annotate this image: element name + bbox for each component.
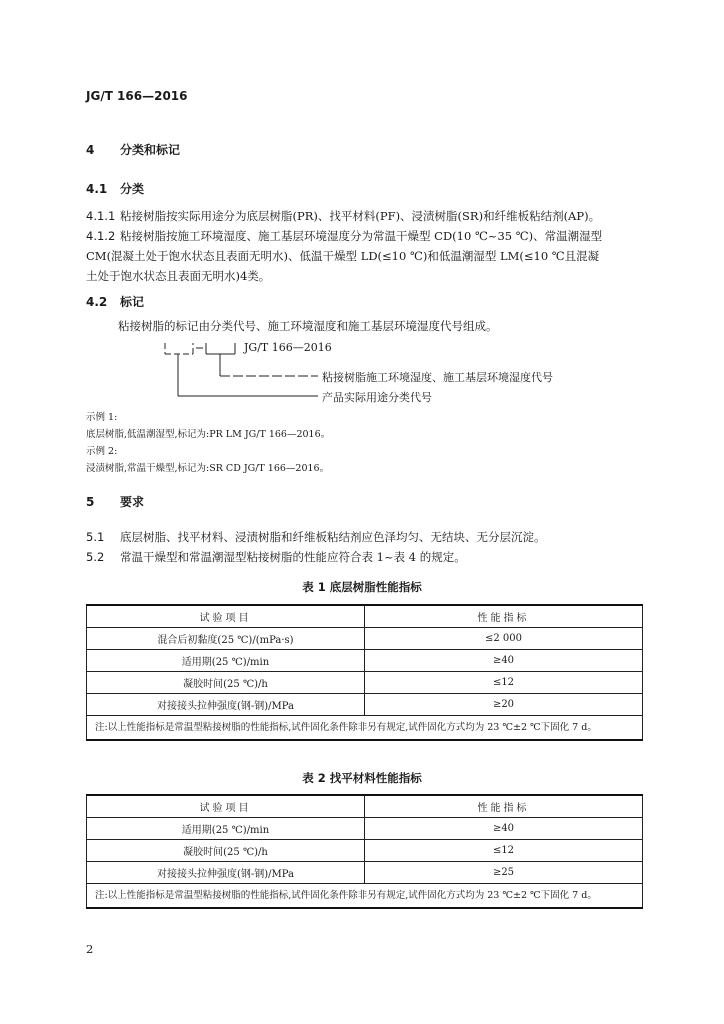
clause-4-1-2 [86, 228, 602, 244]
performance-value: ≤12 [365, 671, 643, 693]
example-1-text: 底层树脂,低温潮湿型,标记为:PR LM JG/T 166—2016。 [86, 429, 331, 440]
column-header-value: 性能指标 [365, 795, 643, 817]
marking-label-environment: 粘接树脂施工环境湿度、施工基层环境湿度代号 [322, 371, 553, 384]
test-item: 混合后初黏度(25 ℃)/(mPa·s) [87, 627, 365, 649]
section-title: 分类和标记 [120, 143, 181, 157]
example-1-title: 示例 1: [86, 412, 118, 423]
clause-number: 4.1.1 [86, 209, 116, 223]
table-row [87, 861, 643, 883]
performance-value: ≤2 000 [365, 627, 643, 649]
test-item: 适用期(25 ℃)/min [87, 817, 365, 839]
table-row [87, 671, 643, 693]
table-2-title: 表 2 找平材料性能指标 [302, 771, 422, 785]
section-title: 要求 [120, 495, 145, 509]
column-header-item: 试验项目 [87, 795, 365, 817]
example-2-text: 浸渍树脂,常温干燥型,标记为:SR CD JG/T 166—2016。 [86, 463, 330, 474]
section-title: 分类 [120, 182, 145, 196]
table-row [87, 817, 643, 839]
clause-4-1-1 [86, 208, 600, 224]
clause-5-1 [86, 529, 546, 545]
clause-text: 底层树脂、找平材料、浸渍树脂和纤维板粘结剂应色泽均匀、无结块、无分层沉淀。 [120, 530, 546, 544]
test-item: 凝胶时间(25 ℃)/h [87, 839, 365, 861]
clause-text-line1: 粘接树脂按施工环境湿度、施工基层环境湿度分为常温干燥型 CD(10 ℃~35 ℃)、常温潮湿型 [120, 229, 603, 243]
column-header-value: 性能指标 [365, 605, 643, 627]
page-number: 2 [86, 942, 94, 956]
clause-text-line2: CM(混凝土处于饱水状态且表面无明水)、低温干燥型 LD(≤10 ℃)和低温潮湿型 LM(≤10 ℃且混凝 [86, 249, 600, 263]
section-title: 标记 [120, 295, 145, 309]
section-number: 4.2 [86, 295, 108, 309]
test-item: 对接接头拉伸强度(钢-钢)/MPa [87, 861, 365, 883]
example-2-title: 示例 2: [86, 446, 118, 457]
performance-value: ≥40 [365, 649, 643, 671]
table-note: 注:以上性能指标是常温型粘接树脂的性能指标,试件固化条件除非另有规定,试件固化方式均为 23 ℃±2 ℃下固化 7 d。 [87, 715, 643, 740]
clause-5-2 [86, 549, 466, 565]
marking-standard: JG/T 166—2016 [244, 341, 332, 354]
standard-code: JG/T 166—2016 [86, 89, 188, 103]
table-note: 注:以上性能指标是常温型粘接树脂的性能指标,试件固化条件除非另有规定,试件固化方式均为 23 ℃±2 ℃下固化 7 d。 [87, 883, 643, 908]
performance-value: ≥40 [365, 817, 643, 839]
section-number: 4 [86, 143, 95, 157]
table-row [87, 693, 643, 715]
clause-number: 5.1 [86, 530, 105, 544]
test-item: 凝胶时间(25 ℃)/h [87, 671, 365, 693]
table-1 [86, 604, 643, 741]
section-4-heading [86, 141, 180, 158]
performance-value: ≥25 [365, 861, 643, 883]
table-row [87, 627, 643, 649]
section-5-heading [86, 493, 144, 510]
performance-value: ≥20 [365, 693, 643, 715]
table-row [87, 649, 643, 671]
marking-intro: 粘接树脂的标记由分类代号、施工环境湿度和施工基层环境湿度代号组成。 [118, 319, 498, 333]
table-row [87, 839, 643, 861]
section-4-1-heading [86, 180, 144, 197]
clause-text: 粘接树脂按实际用途分为底层树脂(PR)、找平材料(PF)、浸渍树脂(SR)和纤维板粘结剂(AP)。 [120, 209, 601, 223]
section-number: 5 [86, 495, 95, 509]
table-2 [86, 794, 643, 909]
clause-text: 常温干燥型和常温潮湿型粘接树脂的性能应符合表 1~表 4 的规定。 [120, 550, 466, 564]
section-number: 4.1 [86, 182, 108, 196]
test-item: 适用期(25 ℃)/min [87, 649, 365, 671]
clause-text-line3: 土处于饱水状态且表面无明水)4类。 [86, 269, 271, 283]
marking-label-category: 产品实际用途分类代号 [322, 391, 432, 404]
performance-value: ≤12 [365, 839, 643, 861]
section-4-2-heading [86, 293, 144, 310]
clause-number: 5.2 [86, 550, 105, 564]
column-header-item: 试验项目 [87, 605, 365, 627]
table-1-title: 表 1 底层树脂性能指标 [302, 580, 422, 594]
clause-number: 4.1.2 [86, 229, 116, 243]
test-item: 对接接头拉伸强度(钢-钢)/MPa [87, 693, 365, 715]
